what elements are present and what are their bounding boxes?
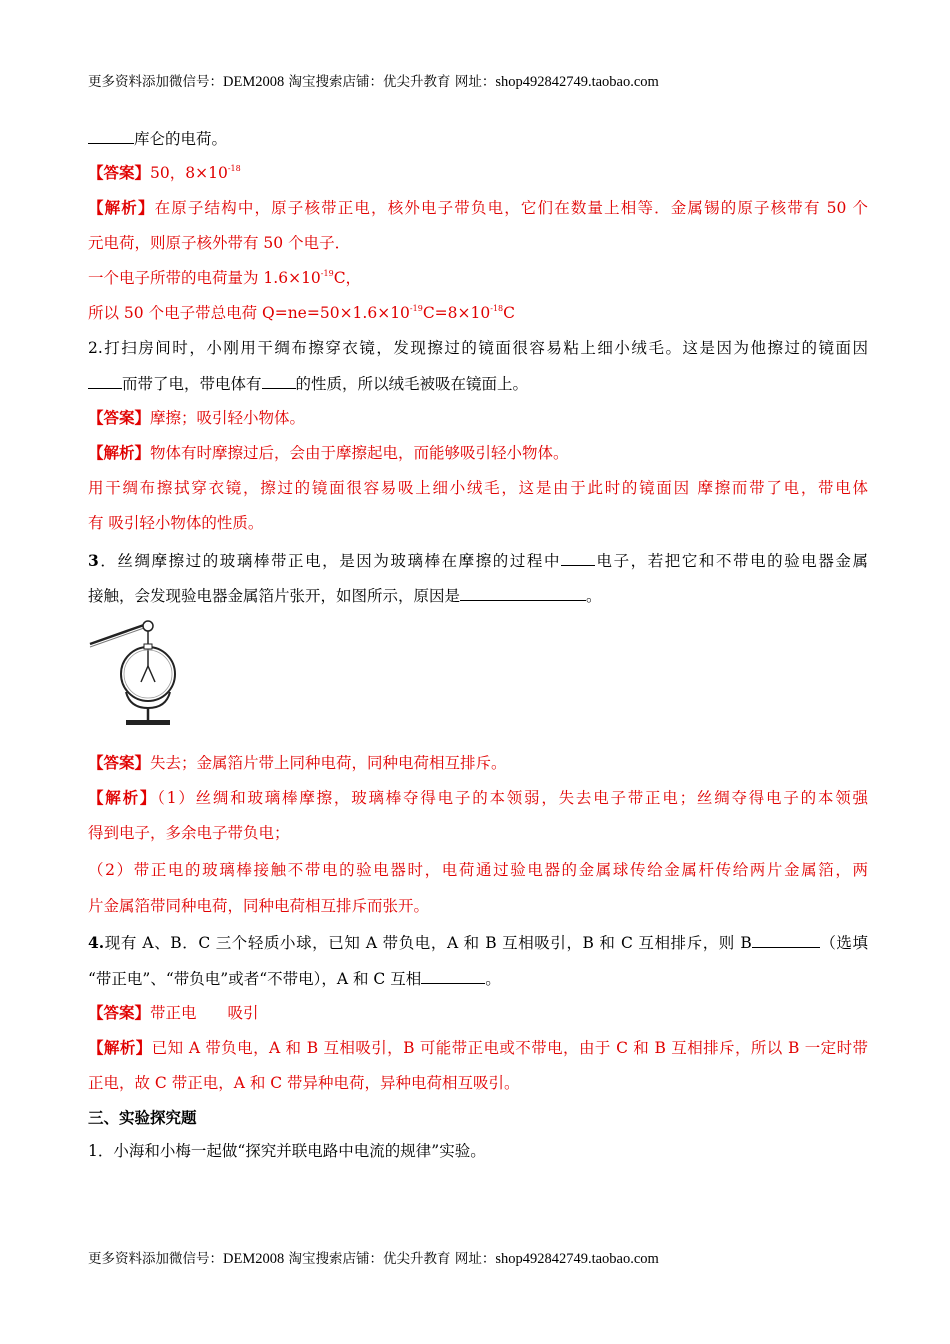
q4-analysis-line2: 正电，故 C 带正电，A 和 C 带异种电荷，异种电荷相互吸引。 [88, 1074, 520, 1092]
footer-url: shop492842749.taobao.com [495, 1251, 659, 1267]
q2-analysis-line3: 有 吸引轻小物体的性质。 [88, 514, 264, 532]
q2-line2: 而带了电，带电体有 的性质，所以绒毛被吸在镜面上。 [88, 373, 868, 394]
header-wechat-id: DEM2008 [223, 74, 285, 90]
q4-analysis-line1: 【解析】已知 A 带负电，A 和 B 互相吸引，B 可能带正电或不带电，由于 C 和 B 互相排斥，所以 B 一定时带 [88, 1038, 868, 1057]
header-wechat: 更多资料添加微信号： [88, 74, 223, 90]
q3-answer: 【答案】失去；金属箔片带上同种电荷，同种电荷相互排斥。 [88, 753, 507, 772]
q3-line1: 3．丝绸摩擦过的玻璃棒带正电，是因为玻璃棒在摩擦的过程中 电子，若把它和不带电的验电器金属 [88, 551, 868, 570]
foil-leaf-right [148, 666, 155, 682]
header-url-label: 网址： [454, 74, 496, 90]
stand-base [126, 720, 170, 725]
page-header [88, 70, 659, 91]
q2-analysis-line2: 用干绸布擦拭穿衣镜，擦过的镜面很容易吸上细小绒毛，这是由于此时的镜面因 摩擦而带了电，带电体 [88, 479, 868, 497]
electroscope-figure [86, 616, 178, 728]
footer-taobao: 淘宝搜索店铺：优尖升教育 [288, 1251, 451, 1267]
q1-tail: 库仑的电荷。 [88, 128, 868, 149]
page-footer [88, 1247, 659, 1268]
q4-line2: “带正电”、“带负电”或者“不带电），A 和 C 互相 。 [88, 970, 501, 988]
foil-leaf-left [141, 666, 148, 682]
q1-analysis-line3: 一个电子所带的电荷量为 $1.6\times 10^{-19}C$， [88, 269, 362, 287]
q1-analysis-line4: 所以 50 个电子带总电荷 $Q=ne=50\times 1.6\times 10^{-19}C=8\times 10^{-18}C$ [88, 304, 515, 322]
q4-line1: 4.现有 A、B．C 三个轻质小球，已知 A 带负电，A 和 B 互相吸引，B 和 C 互相排斥，则 B （选填 [88, 933, 868, 952]
header-taobao: 淘宝搜索店铺：优尖升教育 [288, 74, 451, 90]
q2-analysis-line1: 【解析】物体有时摩擦过后，会由于摩擦起电，而能够吸引轻小物体。 [88, 443, 569, 462]
q1-analysis-line1: 【解析】在原子结构中，原子核带正电，核外电子带负电，它们在数量上相等．金属锡的原子核带有 50 个 [88, 198, 868, 217]
footer-wechat-id: DEM2008 [223, 1251, 285, 1267]
q2-line1: 2.打扫房间时，小刚用干绸布擦穿衣镜，发现擦过的镜面很容易粘上细小绒毛。这是因为他擦过的镜面因 [88, 339, 868, 357]
footer-url-label: 网址： [454, 1251, 496, 1267]
q1-answer: 【答案】50，$8\times 10^{-18}$ [88, 163, 241, 182]
glass-rod [90, 625, 144, 644]
q1-analysis-line2: 元电荷，则原子核外带有 50 个电子． [88, 234, 351, 252]
q2-answer: 【答案】摩擦；吸引轻小物体。 [88, 408, 306, 427]
q3-analysis-line3: （2）带正电的玻璃棒接触不带电的验电器时，电荷通过验电器的金属球传给金属杆传给两片金属箔，两 [88, 861, 868, 879]
section3-q1: 1．小海和小梅一起做“探究并联电路中电流的规律”实验。 [88, 1142, 486, 1160]
metal-ball [143, 621, 153, 631]
q3-analysis-line4: 片金属箔带同种电荷，同种电荷相互排斥而张开。 [88, 897, 430, 915]
q1-blank [88, 128, 134, 144]
q3-analysis-line1: 【解析】（1）丝绸和玻璃棒摩擦，玻璃棒夺得电子的本领弱，失去电子带正电；丝绸夺得电子的本领强 [88, 788, 868, 807]
q3-line2: 接触，会发现验电器金属箔片张开，如图所示，原因是 。 [88, 587, 602, 605]
q3-analysis-line2: 得到电子，多余电子带负电； [88, 824, 290, 842]
footer-wechat: 更多资料添加微信号： [88, 1251, 223, 1267]
section-title: 三、实验探究题 [88, 1108, 197, 1127]
header-url: shop492842749.taobao.com [495, 74, 659, 90]
q4-answer: 【答案】带正电 吸引 [88, 1003, 259, 1022]
